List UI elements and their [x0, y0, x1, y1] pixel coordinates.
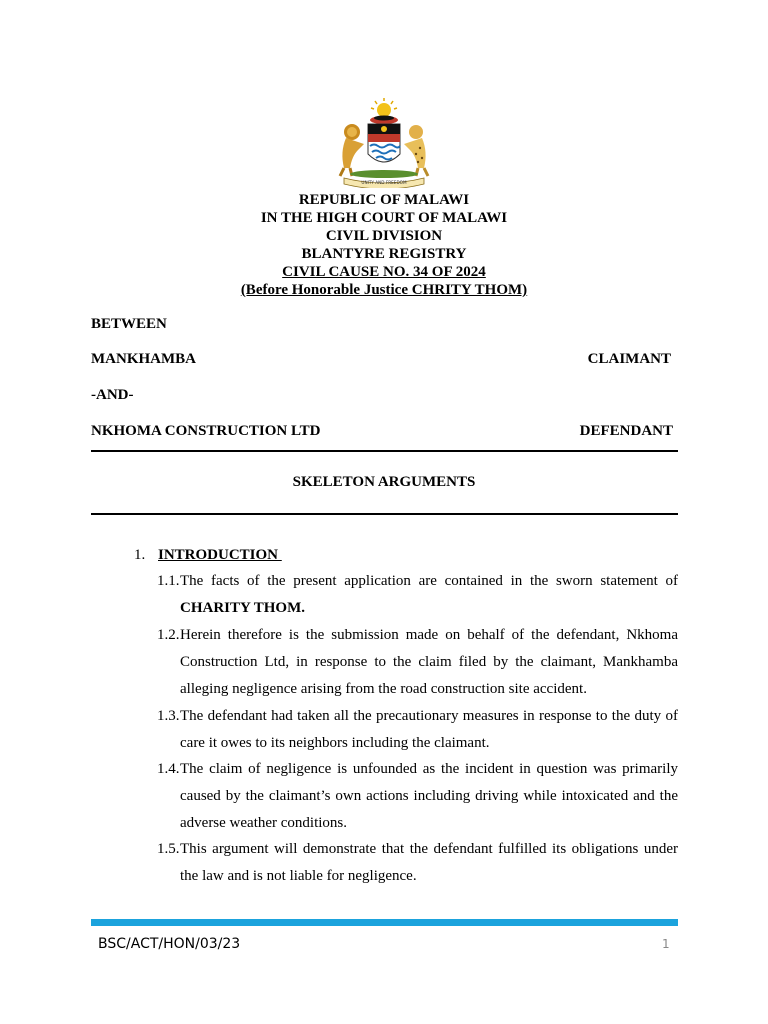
paragraph-number: 1.5. [157, 841, 180, 857]
paragraph-line: adverse weather conditions. [180, 815, 348, 831]
shield [368, 124, 400, 162]
paragraph-line: alleging negligence arising from the road construction site accident. [180, 681, 587, 697]
leopard-supporter-right [404, 125, 428, 176]
defendant-role: DEFENDANT [579, 423, 673, 439]
footer-bar [91, 919, 678, 926]
paragraph-1-5 [157, 836, 678, 890]
paragraph-number: 1.4. [157, 761, 180, 777]
paragraph-1-3 [157, 703, 678, 757]
paragraph-line: This argument will demonstrate that the defendant fulfilled its obligations under [180, 841, 678, 857]
motto-text: UNITY AND FREEDOM [361, 180, 407, 185]
header-cause-number: CIVIL CAUSE NO. 34 OF 2024 [282, 264, 486, 280]
claimant-row [91, 350, 677, 368]
header-court: IN THE HIGH COURT OF MALAWI [260, 210, 508, 226]
paragraph-1-1 [157, 568, 678, 622]
paragraph-number: 1.3. [157, 708, 180, 724]
claimant-role: CLAIMANT [587, 351, 671, 367]
paragraph-line: the law and is not liable for negligence. [180, 868, 417, 884]
divider-bottom [91, 513, 678, 515]
paragraph-line: Construction Ltd, in response to the claim filed by the claimant, Mankhamba [180, 654, 678, 670]
document-title: SKELETON ARGUMENTS [292, 474, 476, 490]
lion-supporter-left [340, 124, 364, 176]
header-judge: (Before Honorable Justice CHRITY THOM) [240, 282, 528, 298]
header-republic: REPUBLIC OF MALAWI [298, 192, 470, 208]
section-title: INTRODUCTION [158, 547, 282, 563]
coat-of-arms-emblem [330, 96, 438, 188]
claimant-name: MANKHAMBA [91, 351, 196, 367]
paragraph-line: The claim of negligence is unfounded as the incident in question was primarily [180, 761, 678, 777]
footer-page-number: 1 [662, 937, 670, 951]
paragraph-line: care it owes to its neighbors including the claimant. [180, 735, 490, 751]
paragraph-line: caused by the claimant’s own actions including driving while intoxicated and the [180, 788, 678, 804]
rising-sun-crest [370, 98, 398, 124]
paragraph-line-bold: CHARITY THOM. [180, 600, 306, 616]
paragraph-number: 1.2. [157, 627, 180, 643]
paragraph-number: 1.1. [157, 573, 180, 589]
divider-top [91, 450, 678, 452]
paragraph-line: The defendant had taken all the precautionary measures in response to the duty of [180, 708, 678, 724]
between-label: BETWEEN [91, 316, 167, 332]
header-division: CIVIL DIVISION [325, 228, 443, 244]
footer-document-code: BSC/ACT/HON/03/23 [98, 936, 241, 952]
header-registry: BLANTYRE REGISTRY [301, 246, 467, 262]
section-number: 1. [134, 547, 146, 563]
defendant-row [91, 422, 677, 440]
defendant-name: NKHOMA CONSTRUCTION LTD [91, 423, 321, 439]
paragraph-line: The facts of the present application are contained in the sworn statement of [180, 573, 678, 589]
paragraph-line: Herein therefore is the submission made on behalf of the defendant, Nkhoma [180, 627, 678, 643]
paragraph-1-4 [157, 756, 678, 837]
and-label: -AND- [91, 387, 134, 403]
paragraph-1-2 [157, 622, 678, 703]
